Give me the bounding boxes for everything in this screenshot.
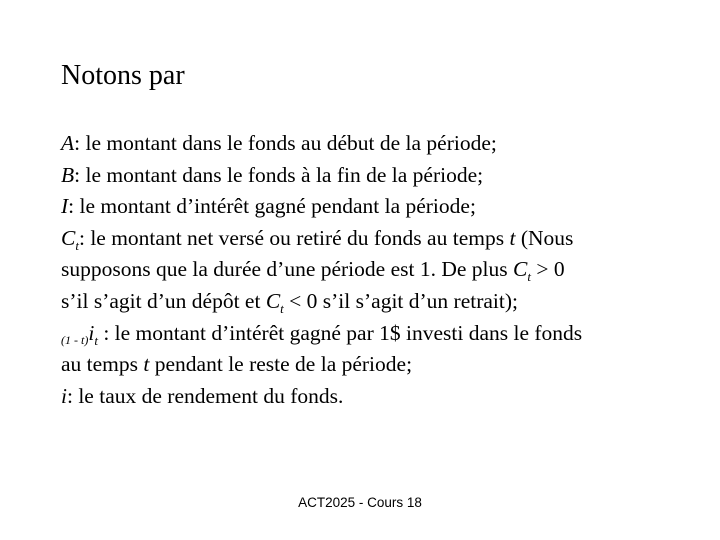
definition-b: [61, 160, 681, 192]
definition-i-lower-text: : le taux de rendement du fonds.: [66, 383, 344, 408]
definition-c-line1: [61, 223, 681, 255]
symbol-c-letter: C: [61, 225, 76, 250]
symbol-i-lower: i: [61, 383, 67, 408]
definition-c-line2-text-1: supposons que la durée d’une période est 1. De plus: [61, 257, 513, 282]
definition-interest-line2: [61, 349, 681, 381]
definition-c-line2: [61, 254, 681, 286]
definition-a: [61, 128, 681, 160]
definition-i-upper-text: : le montant d’intérêt gagné pendant la période;: [68, 194, 476, 219]
definition-b-text: : le montant dans le fonds à la fin de la période;: [74, 162, 484, 187]
symbol-c-subscript: t: [75, 237, 79, 253]
symbol-c: [61, 225, 79, 253]
definition-c-line3-text-1: s’il s’agit d’un dépôt et: [61, 288, 266, 313]
definition-i-lower: [61, 381, 681, 413]
definition-c-text-2: (Nous: [515, 225, 574, 250]
slide-title: Notons par: [61, 60, 185, 91]
definition-c-line2-text-2: > 0: [530, 257, 565, 282]
symbol-a: A: [61, 131, 75, 155]
definition-interest-text-1: : le montant d’intérêt gagné par 1$ investi dans le fonds: [97, 320, 583, 345]
definition-interest-line1: [61, 318, 681, 350]
definition-c-line3-text-2: < 0 s’il s’agit d’un retrait);: [283, 288, 519, 313]
definition-c-text-1: : le montant net versé ou retiré du fonds au temps: [78, 225, 510, 250]
symbol-c-line3: C: [265, 288, 281, 313]
interest-prefix-subscript: (1 - t): [61, 332, 89, 347]
definition-i-upper: [61, 191, 681, 223]
definition-c-line3: [61, 286, 681, 318]
definition-interest-line2-text-2: pendant le reste de la période;: [149, 352, 413, 377]
symbol-interest-i: i: [88, 320, 95, 345]
definition-interest-line2-text-1: au temps: [61, 352, 144, 377]
symbol-c-line2-subscript: t: [527, 269, 531, 285]
variable-t-interest: t: [143, 352, 150, 377]
symbol-i-upper: I: [61, 194, 69, 219]
definition-a-text: : le montant dans le fonds au début de la période;: [74, 131, 497, 155]
symbol-c-line3-subscript: t: [280, 300, 284, 316]
symbol-b: B: [61, 162, 75, 187]
variable-t: t: [509, 225, 516, 250]
symbol-c-line2: C: [513, 257, 528, 282]
slide-footer: ACT2025 - Cours 18: [298, 495, 422, 510]
definitions-list: [61, 128, 681, 412]
symbol-interest-subscript: t: [94, 332, 98, 348]
